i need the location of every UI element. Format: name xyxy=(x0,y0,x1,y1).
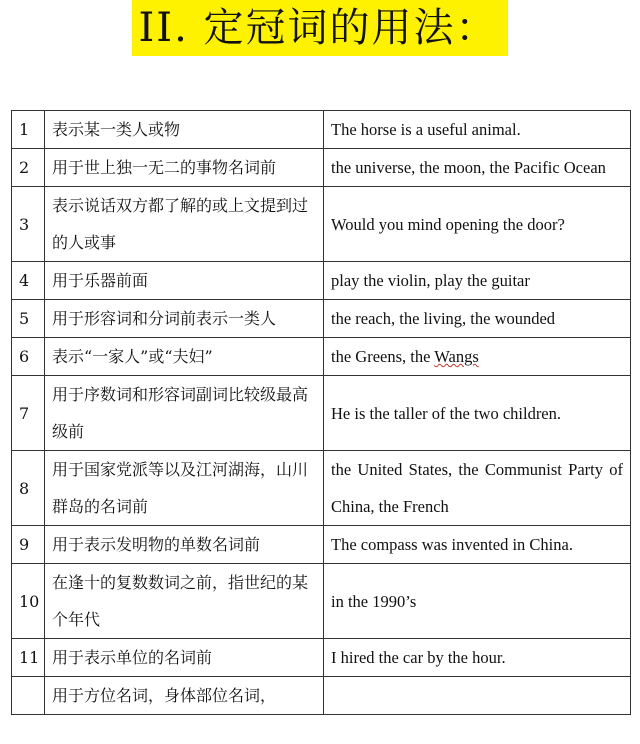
usage-cell: 用于方位名词，身体部位名词， xyxy=(45,677,324,715)
row-number: 4 xyxy=(12,262,45,300)
table-row xyxy=(12,111,631,149)
example-cell xyxy=(324,338,631,376)
example-cell: He is the taller of the two children. xyxy=(324,376,631,451)
example-cell: play the violin, play the guitar xyxy=(324,262,631,300)
table-row xyxy=(12,639,631,677)
page-title: II. 定冠词的用法： xyxy=(132,0,507,56)
spellcheck-underlined-word: Wangs xyxy=(434,347,479,366)
usage-cell: 在逢十的复数数词之前，指世纪的某个年代 xyxy=(45,564,324,639)
row-number: 9 xyxy=(12,526,45,564)
example-cell: the United States, the Communist Party of China, the French xyxy=(324,451,631,526)
table-row xyxy=(12,451,631,526)
table-row xyxy=(12,338,631,376)
table-row xyxy=(12,149,631,187)
definite-article-usage-table xyxy=(11,110,631,715)
example-cell: the universe, the moon, the Pacific Ocean xyxy=(324,149,631,187)
example-cell: The compass was invented in China. xyxy=(324,526,631,564)
table-row xyxy=(12,526,631,564)
table-row xyxy=(12,187,631,262)
usage-cell: 表示某一类人或物 xyxy=(45,111,324,149)
example-cell: the reach, the living, the wounded xyxy=(324,300,631,338)
row-number: 8 xyxy=(12,451,45,526)
example-text: the Greens, the xyxy=(331,347,435,366)
usage-cell: 用于序数词和形容词副词比较级最高级前 xyxy=(45,376,324,451)
example-cell: in the 1990’s xyxy=(324,564,631,639)
row-number: 6 xyxy=(12,338,45,376)
usage-cell: 表示“一家人”或“夫妇” xyxy=(45,338,324,376)
table-row xyxy=(12,564,631,639)
row-number: 2 xyxy=(12,149,45,187)
row-number: 10 xyxy=(12,564,45,639)
row-number: 1 xyxy=(12,111,45,149)
usage-cell: 表示说话双方都了解的或上文提到过的人或事 xyxy=(45,187,324,262)
example-cell: The horse is a useful animal. xyxy=(324,111,631,149)
row-number: 11 xyxy=(12,639,45,677)
table-row xyxy=(12,677,631,715)
usage-cell: 用于乐器前面 xyxy=(45,262,324,300)
row-number: 3 xyxy=(12,187,45,262)
usage-cell: 用于世上独一无二的事物名词前 xyxy=(45,149,324,187)
usage-cell: 用于表示发明物的单数名词前 xyxy=(45,526,324,564)
title-wrap xyxy=(0,0,640,56)
row-number: 5 xyxy=(12,300,45,338)
example-cell xyxy=(324,677,631,715)
table-row xyxy=(12,376,631,451)
row-number xyxy=(12,677,45,715)
example-cell: I hired the car by the hour. xyxy=(324,639,631,677)
table-row xyxy=(12,300,631,338)
table-row xyxy=(12,262,631,300)
row-number: 7 xyxy=(12,376,45,451)
example-cell: Would you mind opening the door? xyxy=(324,187,631,262)
usage-cell: 用于表示单位的名词前 xyxy=(45,639,324,677)
usage-cell: 用于国家党派等以及江河湖海，山川群岛的名词前 xyxy=(45,451,324,526)
usage-cell: 用于形容词和分词前表示一类人 xyxy=(45,300,324,338)
